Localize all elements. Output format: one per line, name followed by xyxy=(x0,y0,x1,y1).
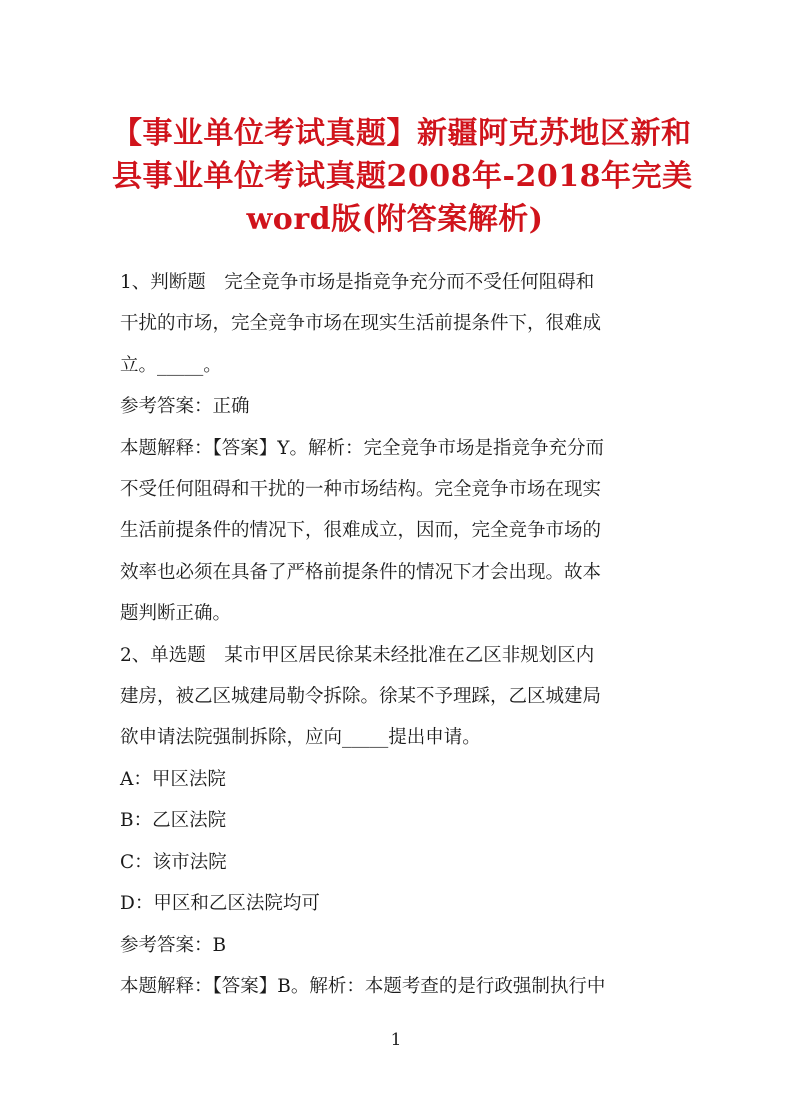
question-1-explanation: 本题解释：【答案】Y。解析：完全竞争市场是指竞争充分而 xyxy=(120,437,604,459)
question-1-explanation: 不受任何阻碍和干扰的一种市场结构。完全竞争市场在现实 xyxy=(120,479,602,501)
question-1-explanation: 生活前提条件的情况下，很难成立，因而，完全竞争市场的 xyxy=(120,520,602,542)
option-d: D：甲区和乙区法院均可 xyxy=(120,893,320,915)
question-2-text: 欲申请法院强制拆除，应向_____提出申请。 xyxy=(120,727,481,749)
question-1-explanation: 题判断正确。 xyxy=(120,603,232,625)
question-1-text: 干扰的市场，完全竞争市场在现实生活前提条件下，很难成 xyxy=(120,313,602,335)
question-1-answer: 参考答案：正确 xyxy=(120,396,250,418)
option-b: B：乙区法院 xyxy=(120,810,227,832)
question-1-text: 立。_____。 xyxy=(120,354,222,376)
document-title xyxy=(112,112,693,241)
question-1-text: 1、判断题 完全竞争市场是指竞争充分而不受任何阻碍和 xyxy=(120,272,595,293)
question-2-answer: 参考答案：B xyxy=(120,934,227,956)
question-2-text: 2、单选题 某市甲区居民徐某未经批准在乙区非规划区内 xyxy=(120,644,595,666)
title-line: word版(附答案解析) xyxy=(246,202,544,237)
document-body xyxy=(120,262,676,1007)
question-2-text: 建房，被乙区城建局勒令拆除。徐某不予理踩，乙区城建局 xyxy=(120,686,602,708)
question-2-explanation: 本题解释：【答案】B。解析：本题考查的是行政强制执行中 xyxy=(120,975,606,997)
title-line: 县事业单位考试真题2008年-2018年完美 xyxy=(112,159,693,194)
option-a: A：甲区法院 xyxy=(120,768,226,790)
page-number: 1 xyxy=(390,1030,402,1050)
question-1-explanation: 效率也必须在具备了严格前提条件的情况下才会出现。故本 xyxy=(120,561,602,583)
title-line: 【事业单位考试真题】新疆阿克苏地区新和 xyxy=(112,116,692,151)
option-c: C：该市法院 xyxy=(120,851,227,873)
